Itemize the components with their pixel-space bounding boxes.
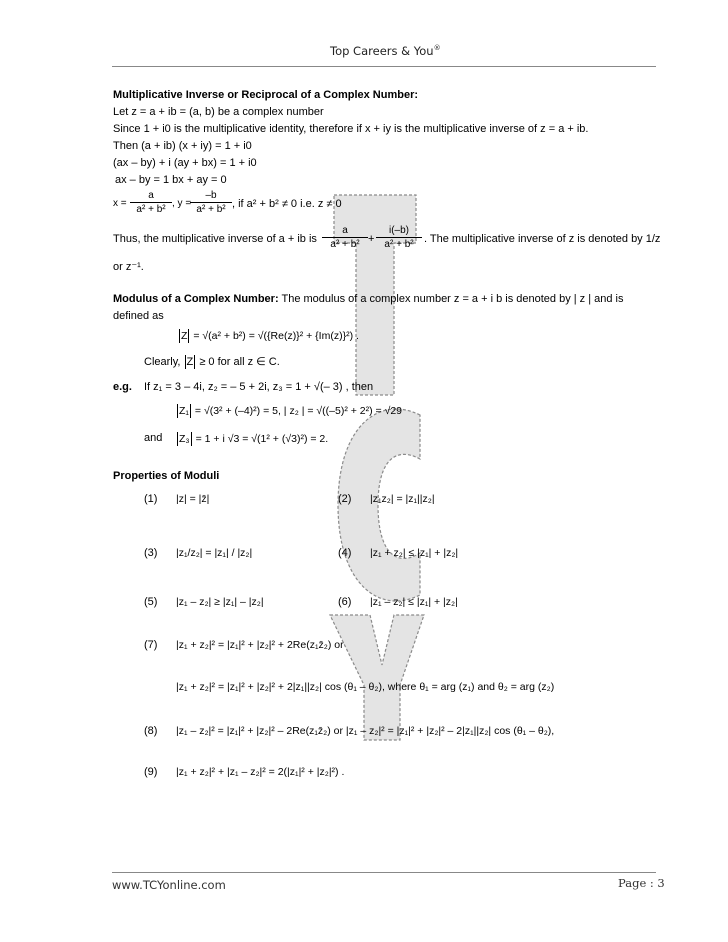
inverse-fraction-real: a a² + b² [322,225,368,250]
property-num: (5) [144,596,158,608]
property-num: (4) [338,547,352,559]
property-expr: |z₁ + z₂|² = |z₁|² + |z₂|² + 2|z₁||z₂| cos (θ₁ – θ₂), where θ₁ = arg (z₁) and θ₂ = arg (z₂) [176,681,555,693]
property-expr: |z₁ + z₂| ≤ |z₁| + |z₂| [370,547,459,559]
property-num: (9) [144,766,158,778]
example-formula-1: Z₁ = √(3² + (–4)²) = 5, | z₂ | = √((–5)² + 2²) = √29 [179,404,403,417]
property-num: (8) [144,725,158,737]
footer-rule [112,872,656,873]
text-line: Then (a + ib) (x + iy) = 1 + i0 [113,140,252,152]
property-num: (7) [144,639,158,651]
section-title-modulus: Modulus of a Complex Number: [113,293,279,305]
modulus-text: The modulus of a complex number z = a + i b is denoted by | z | and is [278,293,624,305]
property-expr: |z₁ – z₂|² = |z₁|² + |z₂|² – 2Re(z₁z̄₂) or |z₁ – z₂|² = |z₁|² + |z₂|² – 2|z₁||z₂| cos (θ₁ – θ₂), [176,725,555,737]
header-rule [112,66,656,67]
y-fraction: –b a² + b² [190,190,232,215]
inverse-fraction-imag: i(–b) a² + b² [376,225,422,250]
y-label: , y = [172,198,192,209]
property-num: (3) [144,547,158,559]
and-label: and [144,432,163,444]
denoted-text: . The multiplicative inverse of z is denoted by 1/z [424,233,661,245]
text-line: Since 1 + i0 is the multiplicative identity, therefore if x + iy is the multiplicative inverse of z = a + ib. [113,123,589,135]
property-num: (6) [338,596,352,608]
text-line: defined as [113,310,164,322]
modulus-paragraph [113,293,624,305]
x-label: x = [113,198,127,209]
property-expr: |z₁ + z₂|² + |z₁ – z₂|² = 2(|z₁|² + |z₂|²) . [176,766,345,778]
x-fraction: a a² + b² [130,190,172,215]
property-num: (1) [144,493,158,505]
property-expr: |z₁z₂| = |z₁||z₂| [370,493,435,505]
property-expr: |z₁ – z₂| ≥ |z₁| – |z₂| [176,596,264,608]
text-line: or z⁻¹. [113,261,144,273]
plus-sign: + [368,233,375,245]
text-line: Let z = a + ib = (a, b) be a complex number [113,106,324,118]
thus-text: Thus, the multiplicative inverse of a + ib is [113,233,317,245]
modulus-formula: Z = √(a² + b²) = √({Re(z)}² + {Im(z)}²) . [181,329,359,342]
property-expr: |z| = |z̄| [176,493,210,505]
header-brand: Top Careers & You® [330,44,441,58]
footer-site: www.TCYonline.com [112,878,226,892]
tcy-watermark [320,185,430,745]
property-expr: |z₁ – z₂| ≤ |z₁| + |z₂| [370,596,458,608]
footer-page: Page : 3 [618,876,665,890]
property-expr: |z₁ + z₂|² = |z₁|² + |z₂|² + 2Re(z₁z̄₂) or [176,639,344,651]
property-expr: |z₁/z₂| = |z₁| / |z₂| [176,547,253,559]
example-text: If z₁ = 3 – 4i, z₂ = – 5 + 2i, z₃ = 1 + √(– 3) , then [144,381,374,393]
example-formula-2: Z₃ = 1 + i √3 = √(1² + (√3)²) = 2. [179,432,329,445]
text-line: (ax – by) + i (ay + bx) = 1 + i0 [113,157,257,169]
example-label: e.g. [113,381,132,393]
section-title-properties: Properties of Moduli [113,470,220,482]
clearly-line: Clearly, Z ≥ 0 for all z ∈ C. [144,356,280,368]
condition-text: , if a² + b² ≠ 0 i.e. z ≠ 0 [232,198,342,210]
section-title-inverse: Multiplicative Inverse or Reciprocal of a Complex Number: [113,89,419,101]
text-line: ax – by = 1 bx + ay = 0 [115,174,227,186]
property-num: (2) [338,493,352,505]
